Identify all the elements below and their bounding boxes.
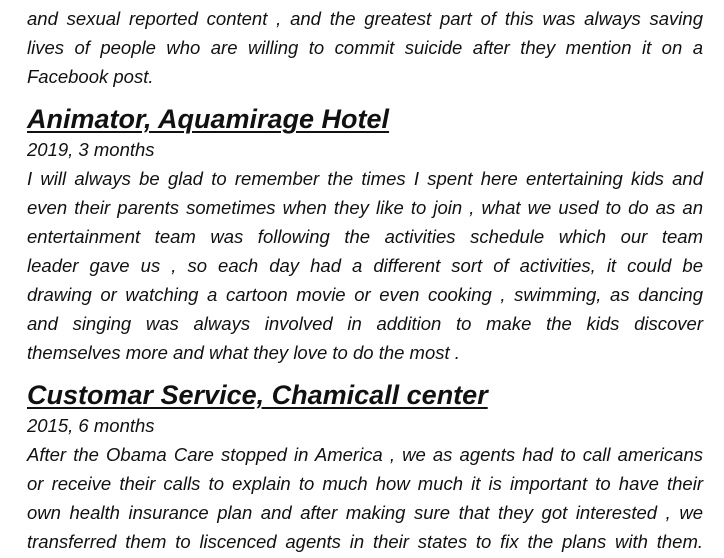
intro-paragraph: [27, 4, 703, 91]
description-line: own health insurance plan and after making sure that they got interested , we: [27, 502, 703, 523]
intro-line: and sexual reported content , and the greatest part of this was always saving: [27, 8, 703, 29]
description-line: entertainment team was following the activities schedule which our team: [27, 226, 703, 247]
document-page: [27, 4, 703, 556]
description-line: themselves more and what they love to do the most .: [27, 342, 460, 363]
intro-line: lives of people who are willing to commit suicide after they mention it on a: [27, 37, 703, 58]
section-meta: 2019, 3 months: [27, 139, 155, 160]
section-description: [27, 164, 703, 367]
experience-section-animator: [27, 103, 703, 367]
description-line: even their parents sometimes when they like to join , what we used to do as an: [27, 197, 703, 218]
section-heading: Animator, Aquamirage Hotel: [27, 104, 390, 134]
intro-line: Facebook post.: [27, 66, 154, 87]
description-line: or receive their calls to explain to much how much it is important to have their: [27, 473, 703, 494]
experience-section-customer-service: [27, 379, 703, 556]
description-line: After the Obama Care stopped in America , we as agents had to call americans: [27, 444, 703, 465]
description-line: drawing or watching a cartoon movie or even cooking , swimming, as dancing: [27, 284, 703, 305]
description-line: I will always be glad to remember the times I spent here entertaining kids and: [27, 168, 703, 189]
description-line: and singing was always involved in addition to make the kids discover: [27, 313, 703, 334]
description-line: transferred them to liscenced agents in their states to fix the plans with them.: [27, 531, 703, 552]
section-description: [27, 440, 703, 556]
section-heading: Customar Service, Chamicall center: [27, 380, 488, 410]
description-line: leader gave us , so each day had a different sort of activities, it could be: [27, 255, 703, 276]
section-meta: 2015, 6 months: [27, 415, 155, 436]
